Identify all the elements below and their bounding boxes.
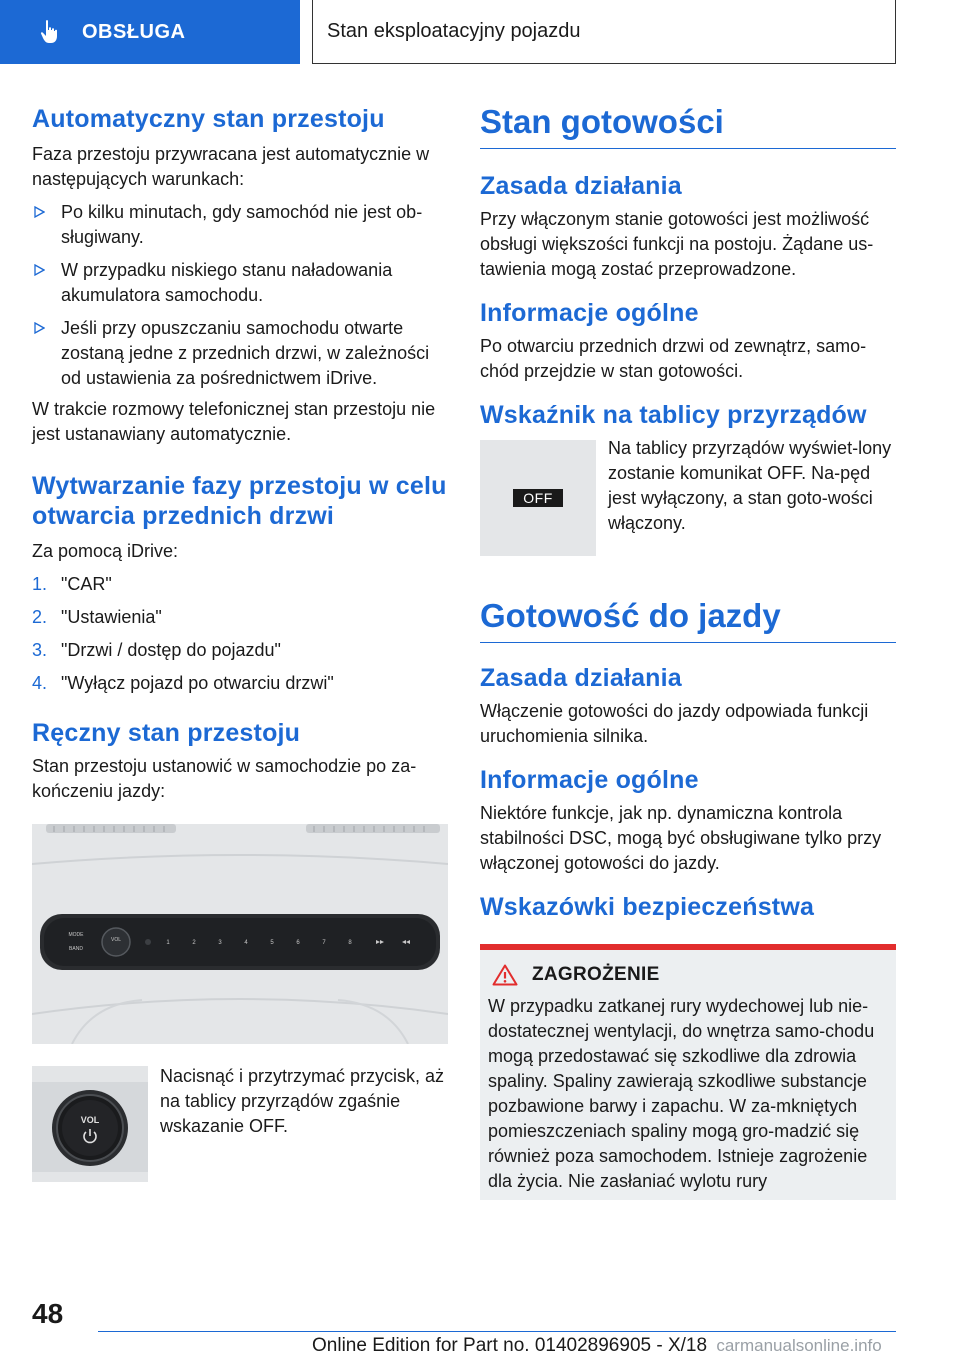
step-number: 1. — [32, 574, 48, 594]
safety-heading: Wskazówki bezpieczeństwa — [480, 893, 815, 921]
radio-panel-image — [32, 824, 448, 1044]
list-item — [32, 572, 448, 597]
section-tab — [0, 0, 300, 64]
door-standby-steps — [32, 572, 448, 696]
standby-title: Stan gotowości — [480, 102, 896, 149]
step-number: 3. — [32, 640, 48, 660]
triangle-bullet-icon — [34, 264, 45, 276]
preset-label: 6 — [296, 940, 300, 946]
radio-panel-illustration — [32, 824, 448, 1044]
preset-label: 4 — [244, 940, 248, 946]
page-number: 48 — [32, 1298, 64, 1329]
auto-standby-intro: Faza przestoju przywracana jest automatycznie w następujących warunkach: — [32, 144, 430, 189]
list-item — [32, 200, 448, 250]
manual-standby-heading: Ręczny stan przestoju — [32, 719, 301, 747]
triangle-bullet-icon — [34, 322, 45, 334]
list-item-text: Jeśli przy opuszczaniu samochodu otwarte zostaną jedne z przednich drzwi, w zależności od ustawienia za pośrednictwem iDrive. — [61, 318, 430, 388]
indicator-row — [480, 440, 896, 556]
edition-text: Online Edition for Part no. 01402896905 - X/18 — [312, 1335, 708, 1356]
knob-instruction: Nacisnąć i przytrzymać przycisk, aż na tablicy przyrządów zgaśnie wskazanie OFF. — [160, 1066, 445, 1136]
left-column — [32, 100, 448, 1182]
step-text: "Wyłącz pojazd po otwarciu drzwi" — [61, 673, 334, 693]
step-text: "Ustawienia" — [61, 607, 162, 627]
right-column — [480, 100, 896, 1200]
warning-text: W przypadku zatkanej rury wydechowej lub nie-dostatecznej wentylacji, do wnętrza samo-chodu mogą przedostawać się szkodliwe dla zdrowia spaliny. Spaliny zawierają szkodliwe substancje pozbawione barwy i zapachu. W za-mkniętych pomieszczeniach spaliny mogą gro-madzić się również poza samochodem. Istnieje zagrożenie dla życia. Nie zasłaniać wylotu rury — [488, 996, 875, 1191]
standby-general-text: Po otwarciu przednich drzwi od zewnątrz, samo-chód przejdzie w stan gotowości. — [480, 336, 867, 381]
warning-header — [492, 964, 888, 986]
hand-pointer-icon — [38, 19, 62, 45]
warning-title: ZAGROŻENIE — [532, 964, 660, 985]
door-standby-heading: Wytwarzanie fazy przestoju w celu otwarcia przednich drzwi — [32, 472, 447, 530]
auto-standby-heading: Automatyczny stan przestoju — [32, 105, 385, 133]
triangle-bullet-icon — [34, 206, 45, 218]
door-standby-intro: Za pomocą iDrive: — [32, 541, 179, 561]
vol-knob-illustration — [32, 1066, 148, 1182]
band-label: BAND — [69, 946, 83, 952]
standby-principle-text: Przy włączonym stanie gotowości jest możliwość obsługi większości funkcji na postoju. Żądane us-tawienia mogą zostać przeprowadzone. — [480, 209, 874, 279]
mode-label: MODE — [68, 932, 84, 938]
list-item — [32, 316, 448, 391]
indicator-text: Na tablicy przyrządów wyświet-lony zostanie komunikat OFF. Na-pęd jest wyłączony, a stan goto-wości włączony. — [608, 438, 892, 533]
preset-label: 2 — [192, 940, 196, 946]
preset-label: 8 — [348, 940, 352, 946]
list-item — [32, 638, 448, 663]
vol-knob-image — [32, 1066, 148, 1182]
manual-standby-intro: Stan przestoju ustanowić w samochodzie po za-kończeniu jazdy: — [32, 756, 417, 801]
step-number: 2. — [32, 607, 48, 627]
list-item — [32, 258, 448, 308]
off-indicator-lamp: OFF — [513, 489, 563, 507]
knob-row — [32, 1066, 448, 1182]
warning-triangle-icon — [492, 964, 518, 986]
footer-divider — [98, 1331, 896, 1332]
off-indicator-image — [480, 440, 596, 556]
auto-standby-note: W trakcie rozmowy telefonicznej stan przestoju nie jest ustanawiany automatycznie. — [32, 399, 436, 444]
drive-principle-heading: Zasada działania — [480, 664, 682, 692]
list-item-text: W przypadku niskiego stanu naładowania akumulatora samochodu. — [61, 260, 393, 305]
preset-label: 7 — [322, 940, 326, 946]
drive-ready-title: Gotowość do jazdy — [480, 596, 896, 643]
watermark-text: carmanualsonline.info — [716, 1336, 882, 1355]
list-item-text: Po kilku minutach, gdy samochód nie jest ob-sługiwany. — [61, 202, 423, 247]
step-text: "CAR" — [61, 574, 112, 594]
knob-vol-label: VOL — [80, 1115, 100, 1125]
step-text: "Drzwi / dostęp do pojazdu" — [61, 640, 281, 660]
chapter-title-box — [312, 0, 896, 64]
standby-general-heading: Informacje ogólne — [480, 299, 699, 327]
vol-label: VOL — [110, 937, 122, 943]
preset-label: 1 — [166, 940, 170, 946]
indicator-heading: Wskaźnik na tablicy przyrządów — [480, 401, 867, 429]
preset-label: 5 — [270, 940, 274, 946]
auto-standby-conditions — [32, 200, 448, 391]
chapter-title: Stan eksploatacyjny pojazdu — [327, 20, 581, 42]
list-item — [32, 605, 448, 630]
danger-warning-box — [480, 944, 896, 1200]
drive-general-text: Niektóre funkcje, jak np. dynamiczna kontrola stabilności DSC, mogą być obsługiwane tylko przy włączonej gotowości do jazdy. — [480, 803, 882, 873]
list-item — [32, 671, 448, 696]
section-label: OBSŁUGA — [82, 20, 186, 43]
step-number: 4. — [32, 673, 48, 693]
preset-label: 3 — [218, 940, 222, 946]
drive-principle-text: Włączenie gotowości do jazdy odpowiada funkcji uruchomienia silnika. — [480, 701, 869, 746]
drive-general-heading: Informacje ogólne — [480, 766, 699, 794]
edition-line — [312, 1335, 896, 1357]
standby-principle-heading: Zasada działania — [480, 172, 682, 200]
